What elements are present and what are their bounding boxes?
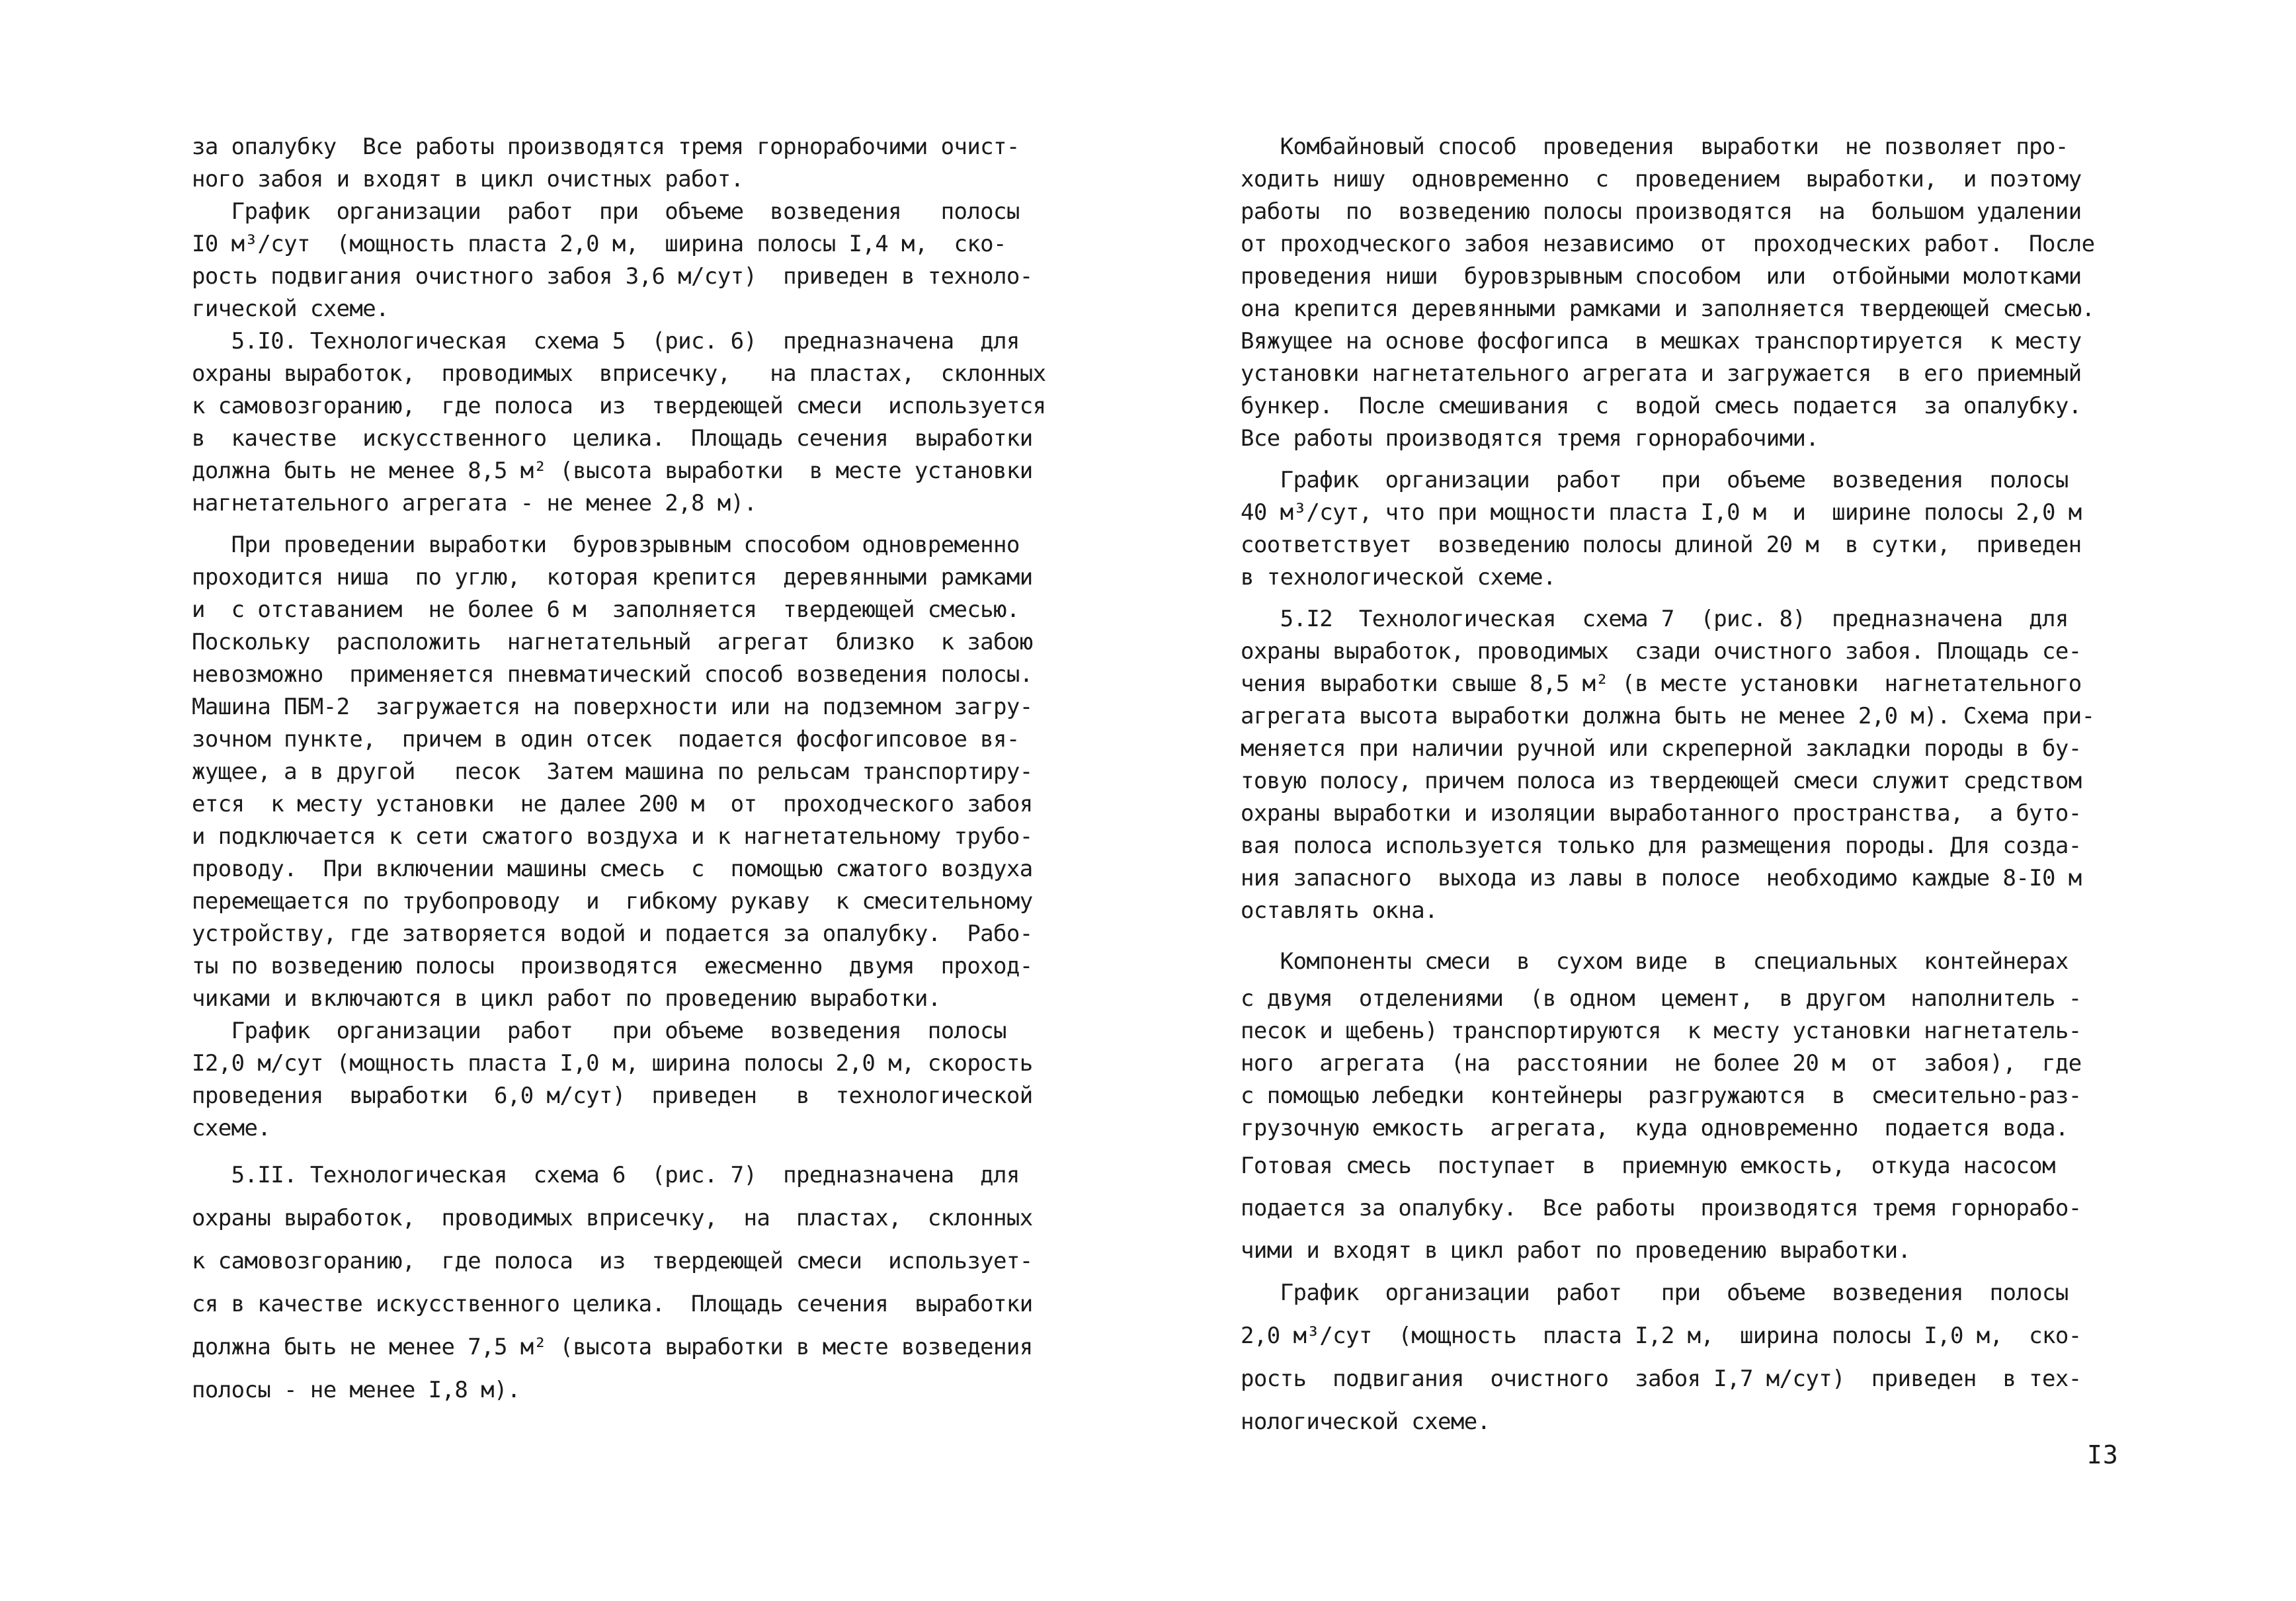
text-line: чими и входят в цикл работ по проведению выработки. [1241,1237,1911,1264]
text-line: Компоненты смеси в сухом виде в специальных контейнерах [1241,948,2069,975]
page-number: I3 [2087,1440,2119,1469]
text-line: ного агрегата (на расстоянии не более 20 м от забоя), где [1241,1050,2082,1077]
text-line: 5.I2 Технологическая схема 7 (рис. 8) предназначена для [1241,606,2069,632]
paragraph [1241,1272,2120,1444]
text-line: График организации работ при объеме возведения полосы [192,1018,1006,1044]
text-line: охраны выработки и изоляции выработанного пространства, а буто- [1241,800,2082,827]
text-line: агрегата высота выработки должна быть не менее 2,0 м). Схема при- [1241,703,2095,729]
text-line: зочном пункте, причем в один отсек подается фосфогипсовое вя- [192,726,1020,753]
text-line: Машина ПБМ-2 загружается на поверхности или на подземном загру- [192,694,1033,720]
text-line: Вяжущее на основе фосфогипса в мешках транспортируется к месту [1241,328,2082,354]
text-line: меняется при наличии ручной или скреперной закладки породы в бу- [1241,735,2082,762]
text-line: График организации работ при объеме возведения полосы [1241,1280,2069,1306]
text-line: в качестве искусственного целика. Площадь сечения выработки [192,425,1033,452]
text-line: должна быть не менее 8,5 м² (высота выработки в месте установки [192,458,1033,484]
text-line: нагнетательного агрегата - не менее 2,8 м). [192,490,757,516]
text-line: I2,0 м/сут (мощность пласта I,0 м, ширина полосы 2,0 м, скорость [192,1050,1033,1077]
text-line: оставлять окна. [1241,897,1438,924]
text-line: проведения ниши буровзрывным способом или отбойными молотками [1241,263,2082,290]
text-line: ного забоя и входят в цикл очистных работ. [192,166,744,192]
paragraph [1241,464,2120,594]
text-line: охраны выработок, проводимых сзади очистного забоя. Площадь се- [1241,638,2082,665]
paragraph [192,529,1051,1015]
paragraph [192,1154,1051,1412]
text-line: полосы - не менее I,8 м). [192,1377,520,1403]
text-line: соответствует возведению полосы длиной 20 м в сутки, приведен [1241,532,2082,558]
text-line: I0 м³/сут (мощность пласта 2,0 м, ширина полосы I,4 м, ско- [192,231,1006,257]
paragraph [192,1015,1051,1145]
text-line: работы по возведению полосы производятся на большом удалении [1241,198,2082,225]
text-line: с двумя отделениями (в одном цемент, в другом наполнитель - [1241,985,2082,1012]
text-line: и с отставанием не более 6 м заполняется твердеющей смесью. [192,596,1020,623]
text-line: чения выработки свыше 8,5 м² (в месте установки нагнетательного [1241,671,2082,697]
paragraph [192,196,1051,325]
text-line: в технологической схеме. [1241,564,1556,591]
text-line: с помощью лебедки контейнеры разгружаются в смесительно-раз- [1241,1083,2082,1109]
text-line: ния запасного выхода из лавы в полосе необходимо каждые 8-I0 м [1241,865,2082,891]
paragraph [1241,940,2120,1272]
text-line: Готовая смесь поступает в приемную емкость, откуда насосом [1241,1153,2055,1179]
right-text-column [1241,131,2120,1444]
paragraph [1241,603,2120,927]
text-line: жущее, а в другой песок Затем машина по рельсам транспортиру- [192,759,1033,785]
text-line: ся в качестве искусственного целика. Площадь сечения выработки [192,1291,1033,1317]
text-line: гической схеме. [192,296,390,322]
text-line: бункер. После смешивания с водой смесь подается за опалубку. [1241,393,2082,419]
text-line: она крепится деревянными рамками и заполняется твердеющей смесью. [1241,296,2095,322]
text-line: грузочную емкость агрегата, куда одновременно подается вода. [1241,1115,2069,1141]
text-line: 2,0 м³/сут (мощность пласта I,2 м, ширина полосы I,0 м, ско- [1241,1323,2082,1349]
text-line: ходить нишу одновременно с проведением выработки, и поэтому [1241,166,2082,192]
text-line: проходится ниша по углю, которая крепится деревянными рамками [192,564,1033,591]
text-line: ется к месту установки не далее 200 м от проходческого забоя [192,791,1033,817]
right-page [1148,0,2296,1601]
text-line: от проходческого забоя независимо от проходческих работ. После [1241,231,2095,257]
text-line: товую полосу, причем полоса из твердеющей смеси служит средством [1241,768,2082,794]
text-line: должна быть не менее 7,5 м² (высота выработки в месте возведения [192,1334,1033,1360]
paragraph [1241,131,2120,455]
left-text-column [192,131,1051,1412]
text-line: устройству, где затворяется водой и подается за опалубку. Рабо- [192,921,1033,947]
text-line: 5.I0. Технологическая схема 5 (рис. 6) предназначена для [192,328,1020,354]
paragraph [192,325,1051,520]
text-line: установки нагнетательного агрегата и загружается в его приемный [1241,360,2082,387]
text-line: График организации работ при объеме возведения полосы [1241,467,2069,493]
text-line: нологической схеме. [1241,1409,1491,1435]
text-line: вая полоса используется только для размещения породы. Для созда- [1241,833,2082,859]
text-line: охраны выработок, проводимых вприсечку, на пластах, склонных [192,360,1046,387]
text-line: рость подвигания очистного забоя 3,6 м/сут) приведен в техноло- [192,263,1033,290]
text-line: схеме. [192,1115,271,1141]
text-line: Поскольку расположить нагнетательный агрегат близко к забою [192,629,1033,655]
paragraph [192,131,1051,196]
text-line: к самовозгоранию, где полоса из твердеющей смеси использует- [192,1248,1033,1274]
text-line: 40 м³/сут, что при мощности пласта I,0 м и ширине полосы 2,0 м [1241,499,2082,526]
text-line: перемещается по трубопроводу и гибкому рукаву к смесительному [192,888,1033,915]
text-line: проводу. При включении машины смесь с помощью сжатого воздуха [192,856,1033,882]
text-line: к самовозгоранию, где полоса из твердеющей смеси используется [192,393,1046,419]
text-line: чиками и включаются в цикл работ по проведению выработки. [192,985,941,1012]
text-line: При проведении выработки буровзрывным способом одновременно [192,532,1020,558]
text-line: за опалубку Все работы производятся тремя горнорабочими очист- [192,134,1020,160]
text-line: и подключается к сети сжатого воздуха и к нагнетательному трубо- [192,823,1033,850]
text-line: проведения выработки 6,0 м/сут) приведен в технологической [192,1083,1033,1109]
text-line: Все работы производятся тремя горнорабочими. [1241,425,1819,452]
text-line: Комбайновый способ проведения выработки не позволяет про- [1241,134,2069,160]
text-line: невозможно применяется пневматический способ возведения полосы. [192,661,1033,688]
text-line: ты по возведению полосы производятся ежесменно двумя проход- [192,953,1033,979]
text-line: 5.II. Технологическая схема 6 (рис. 7) предназначена для [192,1162,1020,1188]
text-line: песок и щебень) транспортируются к месту установки нагнетатель- [1241,1018,2082,1044]
text-line: График организации работ при объеме возведения полосы [192,198,1020,225]
text-line: охраны выработок, проводимых вприсечку, на пластах, склонных [192,1205,1033,1231]
text-line: подается за опалубку. Все работы производятся тремя горнорабо- [1241,1195,2082,1221]
text-line: рость подвигания очистного забоя I,7 м/сут) приведен в тех- [1241,1366,2082,1392]
